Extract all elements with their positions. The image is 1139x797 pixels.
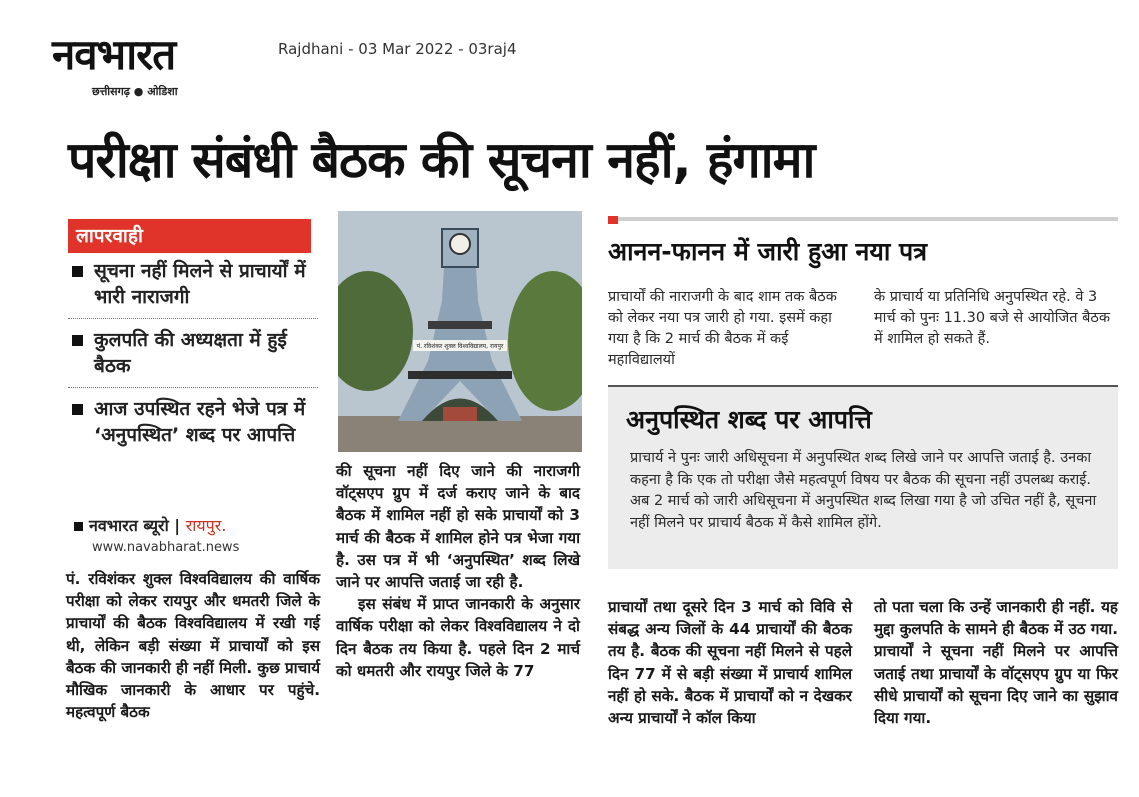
masthead-subtitle: छत्तीसगढ़ ● ओडिशा xyxy=(92,85,178,98)
section-marker xyxy=(608,216,618,224)
square-bullet-icon xyxy=(72,266,83,277)
square-bullet-icon xyxy=(72,404,83,415)
highlight-item: आज उपस्थित रहने भेजे पत्र में ‘अनुपस्थित’ शब्द पर आपत्ति xyxy=(68,396,318,456)
body-column-2 xyxy=(336,460,580,682)
body-column-2-para-1: की सूचना नहीं दिए जाने की नाराजगी वॉट्सएप ग्रुप में दर्ज कराए जाने के बाद बैठक में शामिल नहीं हो सके प्राचार्यों को 3 मार्च की बैठक में शामिल होने पत्र भेजा गया है. उस पत्र में भी ‘अनुपस्थित’ शब्द लिखे जाने पर आपत्ति जताई जा रही है. xyxy=(336,462,580,592)
university-gate-photo xyxy=(338,211,582,452)
newspaper-logo: नवभारत xyxy=(52,30,176,79)
byline: नवभारत ब्यूरो | रायपुर. xyxy=(74,514,226,536)
section-2-text: प्राचार्य ने पुनः जारी अधिसूचना में अनुपस्थित शब्द लिखे जाने पर आपत्ति जताई है. उनका कहना है कि एक तो परीक्षा जैसे महत्वपूर्ण विषय पर बैठक की सूचना नहीं उपलब्ध कराई. अब 2 मार्च को जारी अधिसूचना में अनुपस्थित शब्द लिखा गया है जो उचित नहीं है, सूचना नहीं मिलने पर प्राचार्य बैठक में कैसे शामिल होंगे. xyxy=(630,450,1097,531)
highlights-list xyxy=(68,258,318,464)
section-1-column-a: प्राचार्यों की नाराजगी के बाद शाम तक बैठक को लेकर नया पत्र जारी हो गया. इसमें कहा गया है कि 2 मार्च की बैठक में कई महाविद्यालयों xyxy=(608,289,837,368)
square-bullet-icon xyxy=(72,335,83,346)
gate-illustration xyxy=(338,211,582,452)
highlight-item: कुलपति की अध्यक्षता में हुई बैठक xyxy=(68,327,318,388)
section-divider xyxy=(608,217,1118,221)
section-1-column-b: के प्राचार्य या प्रतिनिधि अनुपस्थित रहे. वे 3 मार्च को पुनः 11.30 बजे से आयोजित बैठक में शामिल हो सकते हैं. xyxy=(874,289,1110,347)
body-column-2-para-2: इस संबंध में प्राप्त जानकारी के अनुसार वार्षिक परीक्षा को लेकर विश्वविद्यालय ने दो दिन बैठक तय किया है. पहले दिन 2 मार्च को धमतरी और रायपुर जिले के 77 xyxy=(336,595,580,680)
section-1-title: आनन-फानन में जारी हुआ नया पत्र xyxy=(608,237,928,266)
headline: परीक्षा संबंधी बैठक की सूचना नहीं, हंगामा xyxy=(68,131,815,189)
arch-sign: पं. रविशंकर शुक्ल विश्वविद्यालय, रायपुर xyxy=(416,343,504,350)
body-column-4: तो पता चला कि उन्हें जानकारी ही नहीं. यह मुद्दा कुलपति के सामने ही बैठक में उठ गया. प्राचार्यों ने सूचना नहीं मिलने पर आपत्ति जताई तथा प्राचार्यों के वॉट्सएप ग्रुप या फिर सीधे प्राचार्यों को सूचना दिए जाने का सुझाव दिया गया. xyxy=(874,598,1118,728)
body-column-1: पं. रविशंकर शुक्ल विश्वविद्यालय की वार्षिक परीक्षा को लेकर रायपुर और धमतरी जिले के प्राचार्यों की बैठक विश्वविद्यालय में रखी गई थी, लेकिन बड़ी संख्या में प्राचार्यों को इस बैठक की जानकारी ही नहीं मिली. कुछ प्राचार्य मौखिक जानकारी के आधार पर पहुंचे. महत्वपूर्ण बैठक xyxy=(66,570,320,722)
byline-city: रायपुर. xyxy=(185,516,227,535)
edition-info: Rajdhani - 03 Mar 2022 - 03raj4 xyxy=(278,40,517,58)
square-bullet-icon xyxy=(74,522,83,531)
highlight-item: सूचना नहीं मिलने से प्राचार्यों में भारी नाराजगी xyxy=(68,258,318,319)
body-column-3: प्राचार्यों तथा दूसरे दिन 3 मार्च को विवि से संबद्ध अन्य जिलों के 44 प्राचार्यों की बैठक तय है. बैठक की सूचना नहीं मिलने से पहले दिन 77 में से बड़ी संख्या में प्राचार्य शामिल नहीं हो सके. बैठक में प्राचार्यों को न देखकर अन्य प्राचार्यों ने कॉल किया xyxy=(608,598,852,728)
website: www.navabharat.news xyxy=(92,540,240,555)
category-tag-label: लापरवाही xyxy=(76,225,143,247)
section-2-title: अनुपस्थित शब्द पर आपत्ति xyxy=(626,405,872,434)
category-tag xyxy=(68,219,311,253)
byline-bureau: नवभारत ब्यूरो xyxy=(89,516,169,535)
